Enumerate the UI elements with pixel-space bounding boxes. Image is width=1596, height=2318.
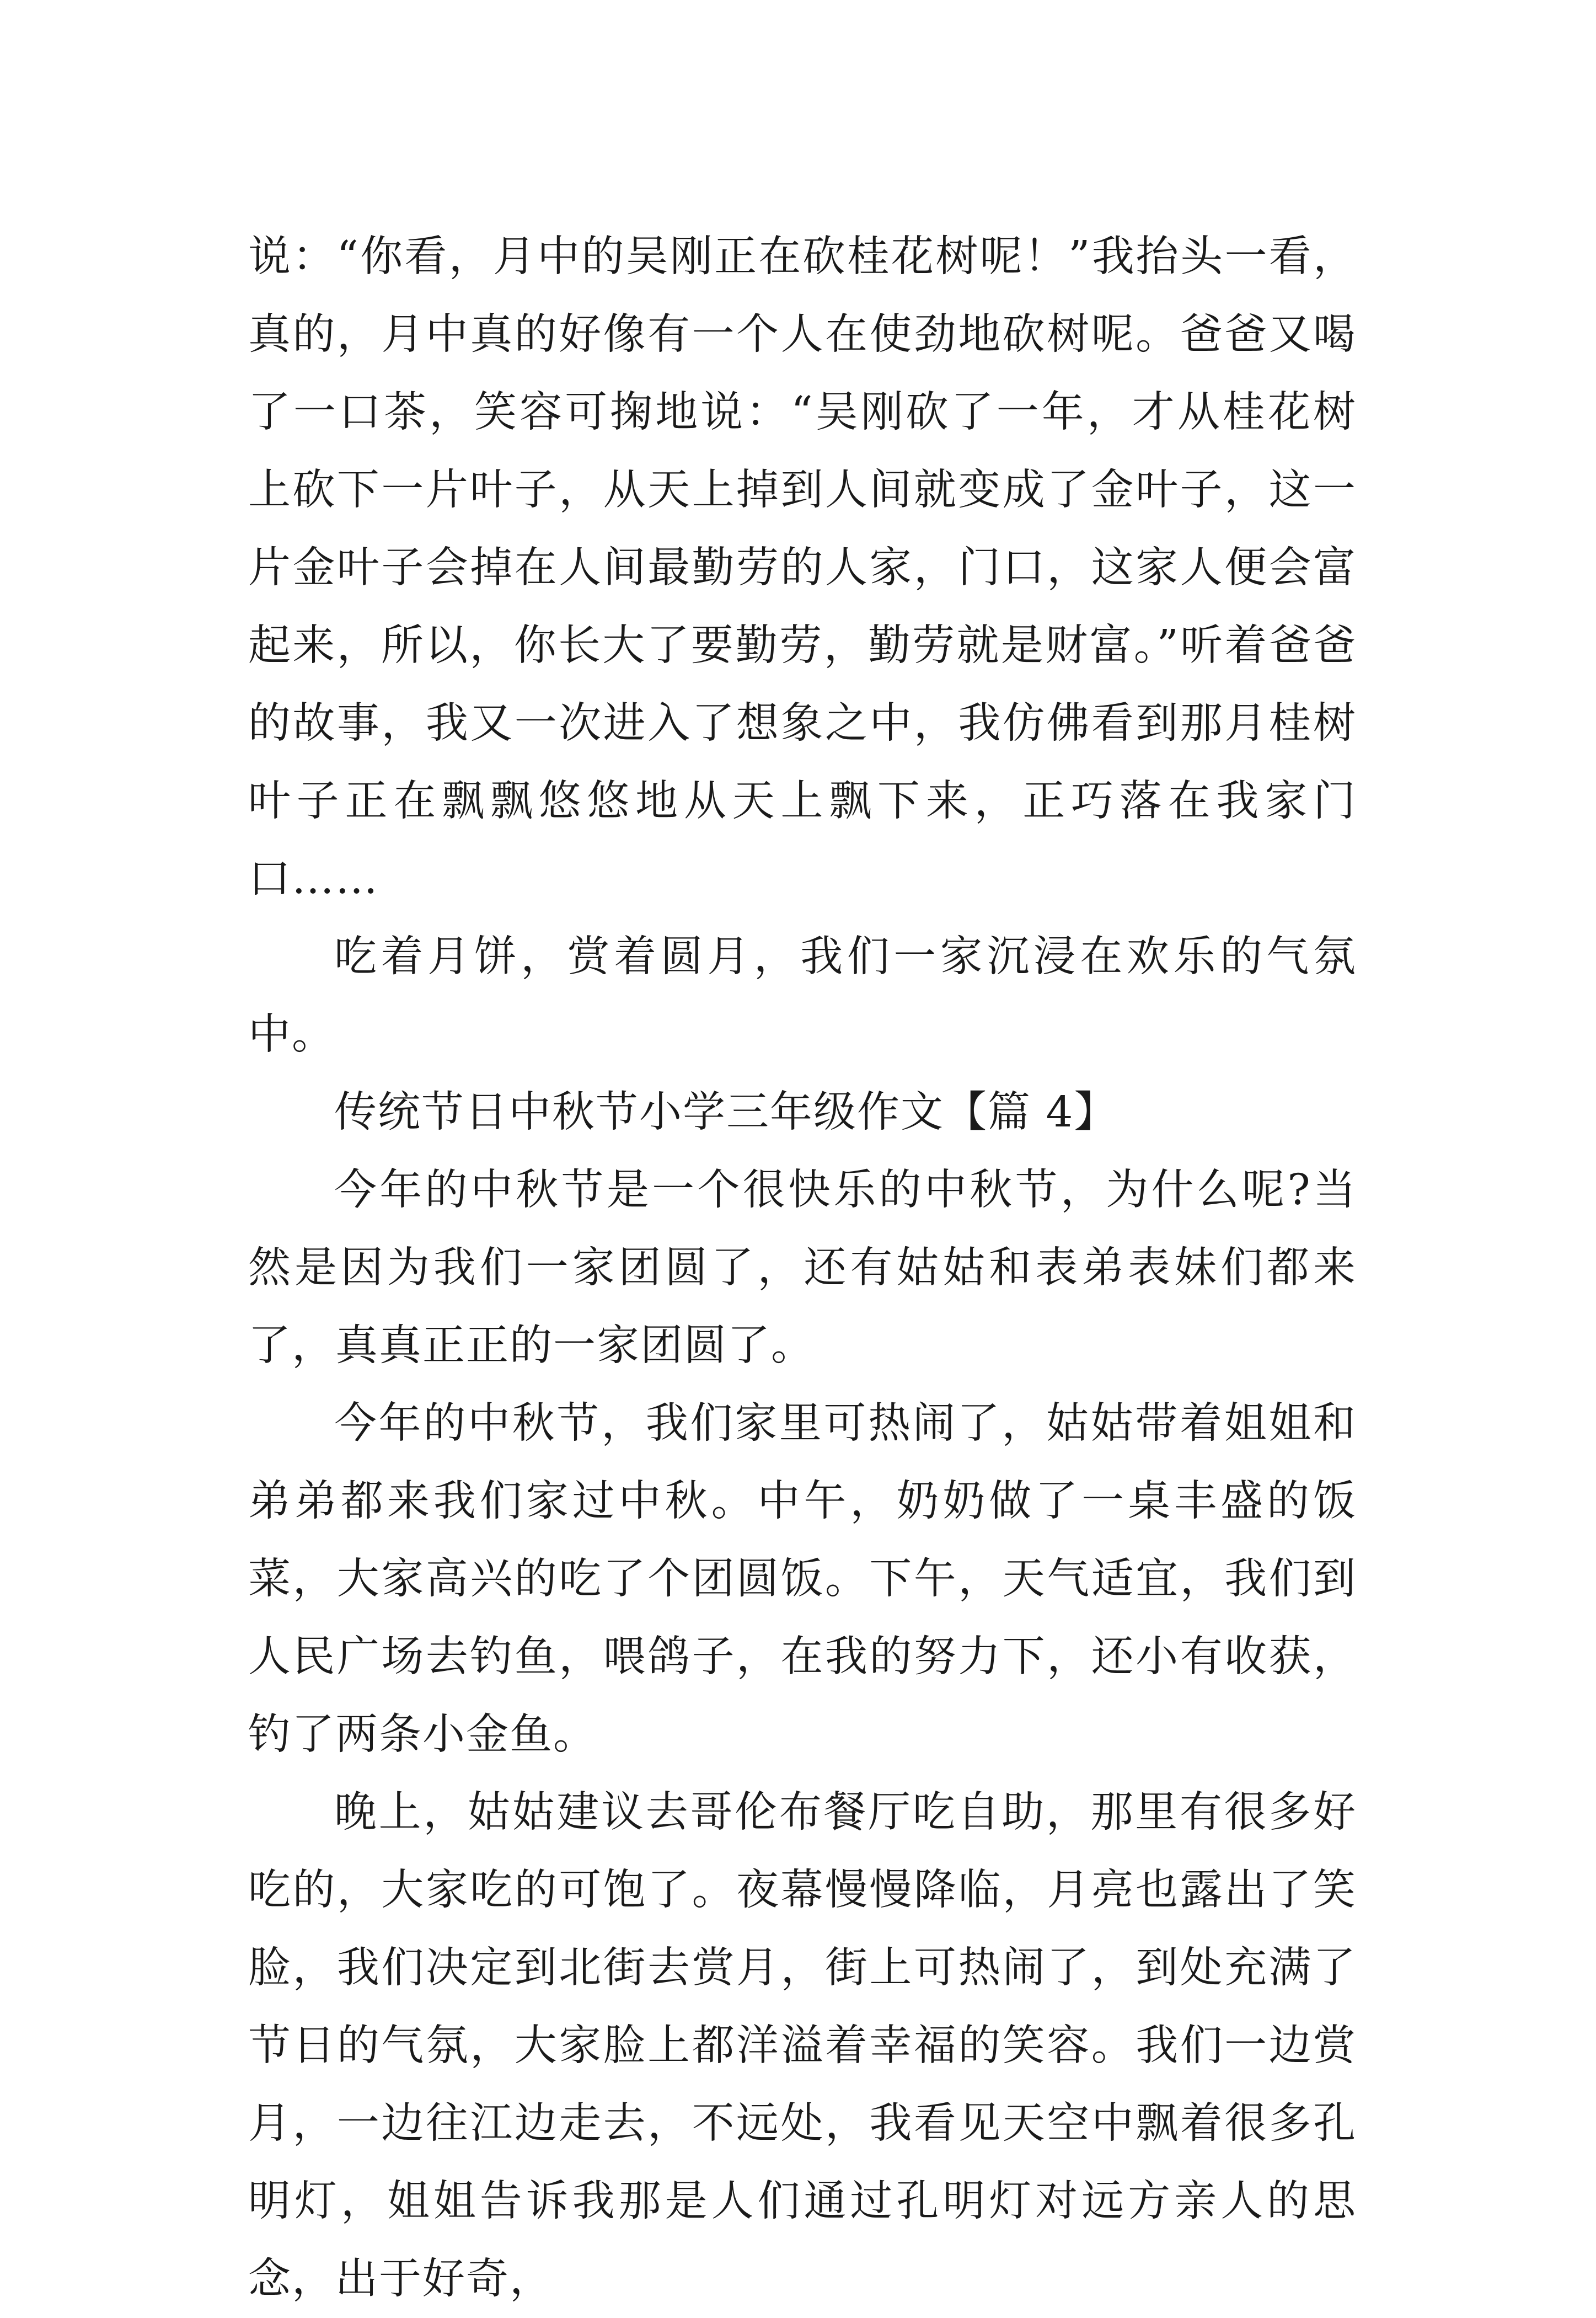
paragraph: 今年的中秋节，我们家里可热闹了，姑姑带着姐姐和弟弟都来我们家过中秋。中午，奶奶做了一桌丰盛的饭菜，大家高兴的吃了个团圆饭。下午，天气适宜，我们到人民广场去钓鱼，喂鸽子，在我的努力下，还小有收获，钓了两条小金鱼。	[248, 1399, 1357, 1759]
paragraph-continued: 说：“你看，月中的吴刚正在砍桂花树呢！”我抬头一看，真的，月中真的好像有一个人在使劲地砍树呢。爸爸又喝了一口茶，笑容可掬地说：“吴刚砍了一年，才从桂花树上砍下一片叶子，从天上掉到人间就变成了金叶子，这一片金叶子会掉在人间最勤劳的人家，门口，这家人便会富起来，所以，你长大了要勤劳，勤劳就是财富。”听着爸爸的故事，我又一次进入了想象之中，我仿佛看到那月桂树叶子正在飘飘悠悠地从天上飘下来，正巧落在我家门口……	[248, 232, 1357, 904]
paragraph: 今年的中秋节是一个很快乐的中秋节，为什么呢?当然是因为我们一家团圆了，还有姑姑和表弟表妹们都来了，真真正正的一家团圆了。	[248, 1166, 1357, 1370]
section-heading: 传统节日中秋节小学三年级作文【篇 4】	[334, 1088, 1118, 1137]
paragraph-closing: 吃着月饼，赏着圆月，我们一家沉浸在欢乐的气氛中。	[248, 932, 1357, 1059]
paragraph: 晚上，姑姑建议去哥伦布餐厅吃自助，那里有很多好吃的，大家吃的可饱了。夜幕慢慢降临，月亮也露出了笑脸，我们决定到北街去赏月，街上可热闹了，到处充满了节日的气氛，大家脸上都洋溢着幸福的笑容。我们一边赏月，一边往江边走去，不远处，我看见天空中飘着很多孔明灯，姐姐告诉我那是人们通过孔明灯对远方亲人的思念，出于好奇，	[248, 1788, 1357, 2304]
document-body	[248, 218, 1357, 2318]
